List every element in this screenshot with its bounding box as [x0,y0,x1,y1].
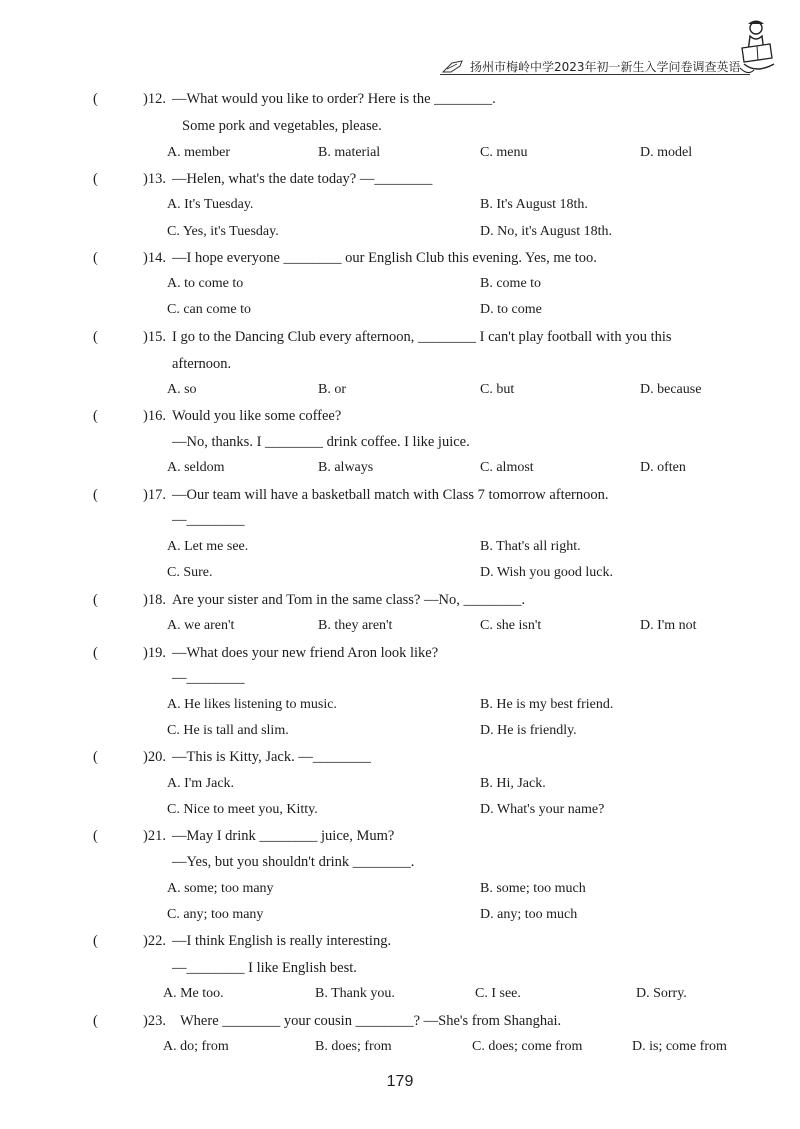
question-stem-line2: Some pork and vegetables, please. [182,118,382,134]
option-a: A. He likes listening to music. [167,697,337,712]
option-a: A. so [167,382,197,397]
pen-nib-icon [442,60,464,74]
question-number: )15. [143,329,166,345]
option-c: C. Sure. [167,565,213,580]
option-c: C. can come to [167,302,251,317]
option-a: A. seldom [167,460,225,475]
question-number: )12. [143,91,166,107]
question-number: )13. [143,171,166,187]
question-number: )19. [143,645,166,661]
header-rule [440,74,750,75]
question-stem: —Helen, what's the date today? —________ [172,171,433,187]
option-b: B. they aren't [318,618,393,633]
option-d: D. often [640,460,686,475]
option-d: D. is; come from [632,1039,727,1054]
question-stem: —This is Kitty, Jack. —________ [172,749,371,765]
option-c: C. any; too many [167,907,264,922]
option-c: C. Nice to meet you, Kitty. [167,802,318,817]
question-stem: I go to the Dancing Club every afternoon, ________ I can't play football with you this [172,329,672,345]
question-number: )20. [143,749,166,765]
question-stem-line2: afternoon. [172,356,232,372]
option-d: D. because [640,382,702,397]
option-c: C. does; come from [472,1039,583,1054]
question-number: )17. [143,487,166,503]
option-d: D. model [640,145,693,160]
option-c: C. but [480,382,515,397]
option-a: A. to come to [167,276,244,291]
question-number: )14. [143,250,166,266]
option-b: B. does; from [315,1039,392,1054]
option-b: B. material [318,145,381,160]
question-stem-line2: —________ [172,512,245,528]
option-d: D. Wish you good luck. [480,565,613,580]
option-b: B. That's all right. [480,539,581,554]
question-stem: —I hope everyone ________ our English Club this evening. Yes, me too. [172,250,597,266]
option-a: A. do; from [163,1039,229,1054]
option-a: A. It's Tuesday. [167,197,254,212]
option-b: B. Hi, Jack. [480,776,546,791]
question-stem: —May I drink ________ juice, Mum? [172,828,395,844]
option-c: C. Yes, it's Tuesday. [167,224,279,239]
question-number: )18. [143,592,166,608]
question-stem: —I think English is really interesting. [172,933,392,949]
option-d: D. No, it's August 18th. [480,224,613,239]
option-a: A. Let me see. [167,539,249,554]
question-stem: —What would you like to order? Here is the ________. [172,91,496,107]
question-number: )22. [143,933,166,949]
option-d: D. I'm not [640,618,697,633]
option-b: B. He is my best friend. [480,697,614,712]
question-stem-line2: —Yes, but you shouldn't drink ________. [172,854,415,870]
option-d: D. to come [480,302,542,317]
option-d: D. any; too much [480,907,578,922]
option-d: D. What's your name? [480,802,605,817]
header-title: 扬州市梅岭中学2023年初一新生入学问卷调查英语 [470,60,741,74]
running-header [440,18,780,82]
option-c: C. she isn't [480,618,542,633]
option-c: C. almost [480,460,534,475]
question-stem: —Our team will have a basketball match with Class 7 tomorrow afternoon. [172,487,609,503]
option-a: A. member [167,145,230,160]
question-stem-line2: —________ [172,670,245,686]
option-b: B. come to [480,276,542,291]
option-b: B. Thank you. [315,986,395,1001]
option-c: C. I see. [475,986,521,1001]
question-stem: Are your sister and Tom in the same class? —No, ________. [172,592,526,608]
option-d: D. He is friendly. [480,723,577,738]
question-stem: Where ________ your cousin ________? —She's from Shanghai. [180,1013,562,1029]
question-stem-line2: —________ I like English best. [172,960,357,976]
question-stem-line2: —No, thanks. I ________ drink coffee. I like juice. [172,434,470,450]
option-c: C. menu [480,145,528,160]
question-stem: —What does your new friend Aron look like? [172,645,439,661]
option-b: B. or [318,382,346,397]
question-number: )16. [143,408,166,424]
page-number: 179 [386,1073,414,1090]
option-a: A. I'm Jack. [167,776,235,791]
reading-figure-icon [734,18,780,78]
option-c: C. He is tall and slim. [167,723,289,738]
option-b: B. always [318,460,374,475]
question-stem: Would you like some coffee? [172,408,342,424]
option-a: A. we aren't [167,618,235,633]
option-a: A. Me too. [163,986,224,1001]
option-b: B. some; too much [480,881,586,896]
option-b: B. It's August 18th. [480,197,588,212]
option-d: D. Sorry. [636,986,687,1001]
question-number: )23. [143,1013,166,1029]
question-number: )21. [143,828,166,844]
option-a: A. some; too many [167,881,274,896]
